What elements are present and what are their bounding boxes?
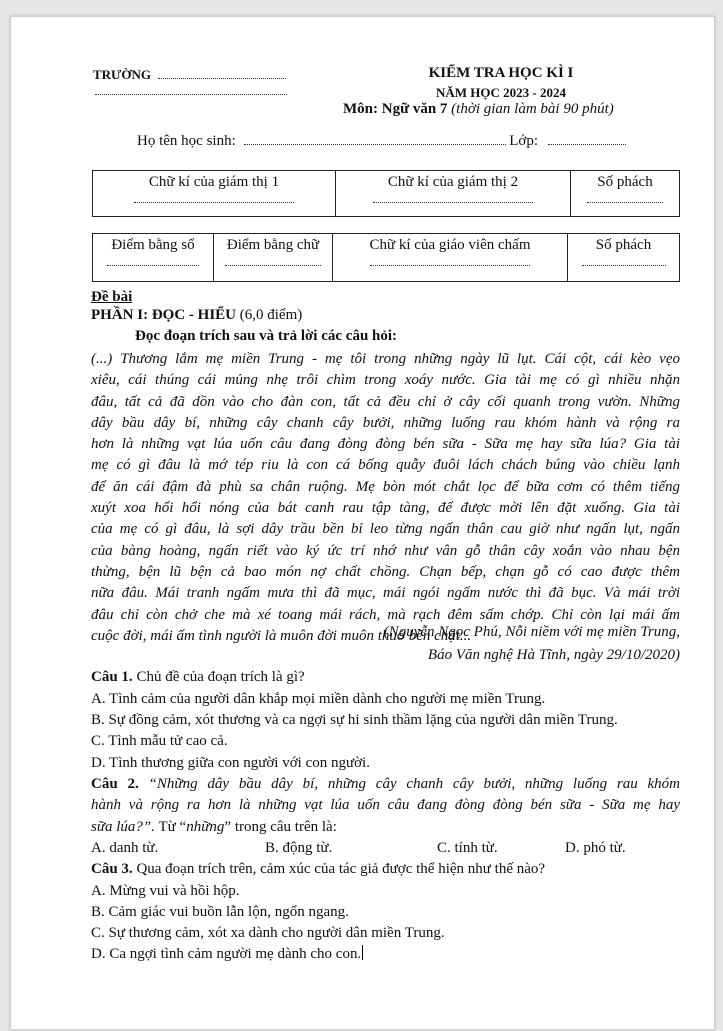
passage-line: xiêu, cái thúng cái mủng nhẹ trôi chìm trong xoáy nước. Gia tài mẹ có gì nhiều nhặn	[91, 372, 680, 389]
part-heading	[91, 307, 302, 324]
supervisor-2-label: Chữ kí của giám thị 2	[387, 174, 519, 190]
supervisor-1-sign-line	[134, 201, 294, 203]
part-points: (6,0 điểm)	[239, 307, 303, 323]
q3-text: Qua đoạn trích trên, cảm xúc của tác giả được thể hiện như thế nào?	[136, 861, 546, 877]
passage-line: (...) Thương lắm mẹ miền Trung - mẹ tôi trong những ngày lũ lụt. Cái cột, cái kèo vẹo	[91, 351, 680, 367]
source-line-2: Báo Văn nghệ Hà Tĩnh, ngày 29/10/2020)	[427, 647, 680, 663]
q2-quote-line-2: hành và rộng ra hơn là những vạt lúa uốn câu đang đòng đòng bén sữa - Sữa mẹ hay	[91, 797, 680, 814]
score-number-label: Điểm bằng số	[111, 237, 195, 253]
class-label: Lớp:	[509, 133, 539, 149]
passage-line: của bàng hoàng, ngấn riết vào ký ức trí nhớ như vân gỗ thân cây xoắn vào nhau bện	[91, 542, 680, 559]
score-number-line	[107, 264, 199, 266]
q2-question	[91, 774, 680, 838]
passage-line: để ăn cái đậm đà phù sa chân ruộng. Mẹ bòn mót chắt lọc để bữa cơm có thêm tiếng	[91, 478, 680, 495]
q1-option-d: D. Tình thương giữa con người với con người.	[91, 755, 370, 771]
q1-option-b: B. Sự đồng cảm, xót thương và ca ngợi sự hi sinh thầm lặng của người dân miền Trung.	[91, 712, 618, 728]
q2-line-3	[91, 817, 680, 838]
q3-option-d: D. Ca ngợi tình cảm người mẹ dành cho con.	[91, 946, 362, 962]
exam-page	[10, 16, 715, 1030]
q2-option-b: B. động từ.	[265, 840, 333, 856]
q2-quote-end: sữa lúa?”.	[91, 818, 156, 835]
score-words-line	[225, 264, 321, 266]
supervisor-1-cell	[93, 171, 336, 217]
score-table	[92, 233, 680, 282]
class-field[interactable]	[548, 143, 626, 145]
supervisor-signature-table	[92, 170, 680, 217]
code-line-1	[587, 201, 663, 203]
q2-quote-line-1: “Những dây bầu dây bí, những cây chanh cây bưởi, những luống rau khóm	[148, 776, 680, 792]
q2-option-d: D. phó từ.	[565, 840, 626, 856]
school-name-line-2	[95, 93, 287, 95]
supervisor-2-sign-line	[373, 201, 533, 203]
passage-line: nữa đâu. Mái tranh ngấm mưa thì đã mục, mái ngói ngấm nước thì đã bục. Và mái trời	[91, 585, 680, 602]
code-line-2	[582, 264, 666, 266]
q1-question	[91, 667, 305, 688]
q1-option-a: A. Tình cảm của người dân khắp mọi miền dành cho người mẹ miền Trung.	[91, 691, 546, 707]
q2-option-c: C. tính từ.	[437, 840, 498, 856]
grader-signature-cell	[333, 234, 568, 282]
q3-option-d-row	[91, 944, 363, 965]
student-name-label: Họ tên học sinh:	[137, 133, 236, 149]
q1-text: Chủ đề của đoạn trích là gì?	[136, 669, 305, 685]
supervisor-1-label: Chữ kí của giám thị 1	[148, 174, 280, 190]
subject-time: (thời gian làm bài 90 phút)	[451, 101, 614, 117]
text-cursor	[362, 945, 363, 960]
grader-signature-label: Chữ kí của giáo viên chấm	[369, 237, 531, 253]
subject-name: Môn: Ngữ văn 7	[343, 101, 448, 117]
q3-option-b: B. Cảm giác vui buồn lẫn lộn, ngổn ngang.	[91, 904, 349, 920]
part-title: PHẦN I: ĐỌC - HIỂU	[91, 307, 236, 323]
q2-mid-text: Từ “	[155, 818, 187, 835]
passage-line: xuýt xoa hổi hổi nóng của bát canh rau tập tàng, để được mời lên đặt xuống. Gia tài	[91, 500, 680, 517]
student-info-row	[137, 133, 626, 150]
q1-label: Câu 1.	[91, 669, 133, 685]
q3-option-c: C. Sự thương cảm, xót xa dành cho người dân miền Trung.	[91, 925, 445, 941]
passage-line: của mẹ có gì đâu, là sợi dây trầu bền bỉ leo từng ngấn thân cau giờ như ngấn lụt, ngấn	[91, 521, 680, 538]
passage-line: đâu, tất cả đã dồn vào cho đàn con, tất cả đều chỉ ở cây cối quanh trong vườn. Những	[91, 393, 680, 410]
passage-line: cuộc đời, mái ấm tình người là muôn đời muôn thuở bền chặt...	[91, 627, 472, 644]
student-name-field[interactable]	[244, 143, 506, 145]
supervisor-2-cell	[336, 171, 571, 217]
q2-line-1	[91, 774, 680, 795]
school-label-row	[93, 67, 286, 83]
code-cell-1	[571, 171, 680, 217]
passage-line: thừng, bện lũ bện cả bao món nợ chất chồng. Chạn bếp, chạn gỗ có cao được thêm	[91, 563, 680, 580]
q2-end-text: ” trong câu trên là:	[224, 818, 337, 835]
code-label-2: Số phách	[595, 237, 652, 253]
q3-option-a: A. Mừng vui và hồi hộp.	[91, 883, 240, 899]
subject-line	[343, 101, 614, 118]
score-number-cell	[93, 234, 214, 282]
exam-title: KIỂM TRA HỌC KÌ I	[428, 65, 574, 81]
score-words-cell	[214, 234, 333, 282]
q3-label: Câu 3.	[91, 861, 133, 877]
school-name-line	[158, 77, 286, 79]
passage-line: mẹ có gì đâu là mớ tép riu là con cá bống quẫy đuôi lách chách búng vào chiều lạnh	[91, 457, 680, 474]
school-label: TRƯỜNG	[93, 67, 152, 82]
passage-line: dây bầu dây bí, những cây chanh cây bưởi, những luống rau khóm hành và rộng ra	[91, 414, 680, 431]
grader-signature-line	[370, 264, 530, 266]
passage-line: đâu chỉ còn chở che mà xé toang mái rách, mà rạch đêm sấm chớp. Chỉ còn lại mái ấm	[91, 606, 680, 623]
code-label-1: Số phách	[597, 174, 653, 190]
instruction: Đọc đoạn trích sau và trả lời các câu hỏi:	[135, 328, 398, 344]
q2-label: Câu 2.	[91, 776, 139, 792]
q2-word: những	[186, 818, 225, 835]
score-words-label: Điểm bằng chữ	[226, 237, 320, 253]
passage	[91, 349, 680, 647]
q3-question	[91, 859, 545, 880]
passage-line: hơn là những vạt lúa uốn câu đang đòng đòng bén sữa - Sữa mẹ hay sữa lúa? Gia tài	[91, 436, 680, 453]
de-bai-heading: Đề bài	[91, 289, 133, 305]
q1-option-c: C. Tình mẫu tử cao cả.	[91, 733, 228, 749]
q2-option-a: A. danh từ.	[91, 840, 159, 856]
source-line-1: (Nguyễn Ngọc Phú, Nỗi niềm với mẹ miền Trung,	[383, 624, 680, 640]
school-year: NĂM HỌC 2023 - 2024	[436, 85, 566, 100]
code-cell-2	[568, 234, 680, 282]
